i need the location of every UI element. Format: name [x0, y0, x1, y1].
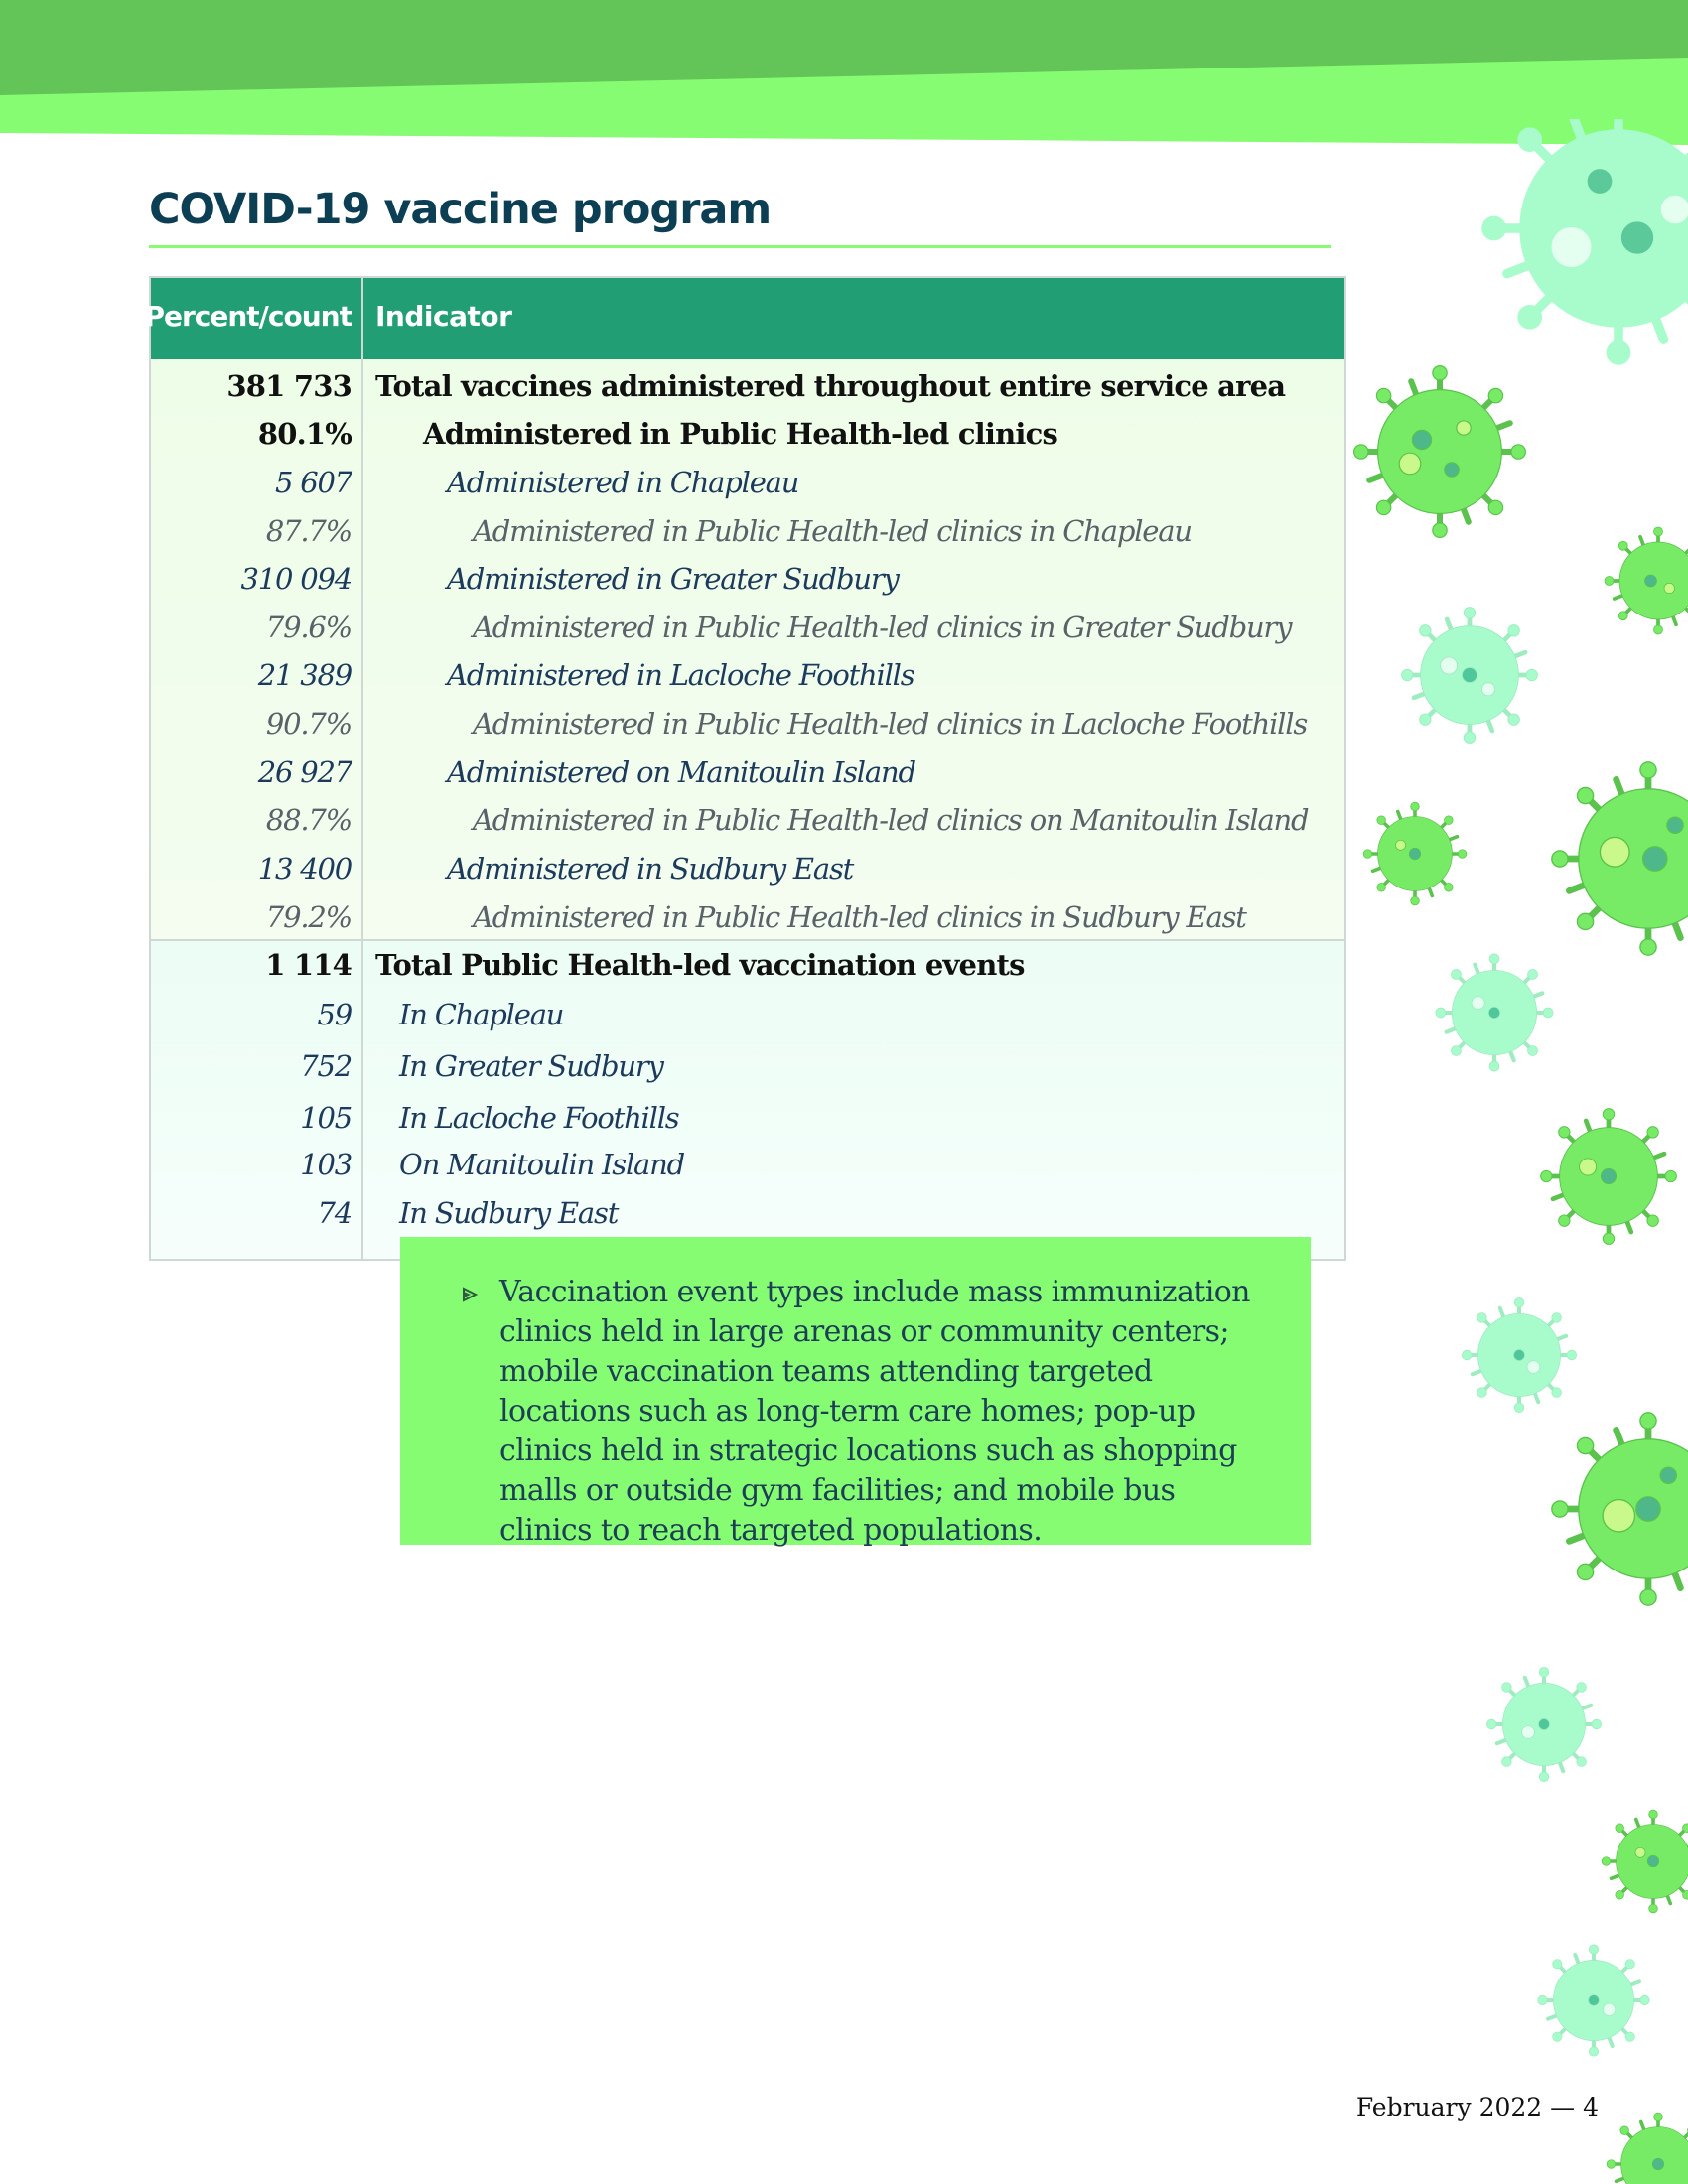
row-indicator: Administered in Lacloche Foothills — [447, 658, 914, 692]
virus-decoration — [1331, 119, 1688, 2184]
row-indicator: Administered in Greater Sudbury — [447, 562, 899, 596]
table-row — [151, 605, 1344, 652]
table-row — [151, 1190, 1344, 1238]
virus-icon — [1602, 1810, 1688, 1913]
row-indicator: Administered on Manitoulin Island — [447, 755, 915, 789]
row-value: 87.7% — [265, 514, 352, 548]
row-indicator: Administered in Public Health-led clinics in Greater Sudbury — [473, 611, 1292, 644]
row-indicator: In Chapleau — [399, 998, 564, 1031]
table-row — [151, 701, 1344, 749]
row-value: 79.2% — [265, 900, 352, 934]
virus-icon — [1462, 1297, 1576, 1412]
row-value: 90.7% — [265, 707, 352, 741]
table-row — [151, 508, 1344, 556]
row-value: 105 — [300, 1101, 352, 1135]
row-value: 103 — [300, 1148, 352, 1181]
table-row — [151, 942, 1344, 990]
virus-icon — [1605, 527, 1688, 634]
virus-icon — [1482, 119, 1688, 364]
row-indicator: Total vaccines administered throughout entire service area — [375, 369, 1286, 403]
triangle-bullet-icon — [462, 1287, 478, 1302]
row-value: 74 — [317, 1196, 352, 1230]
row-indicator: Administered in Chapleau — [447, 466, 799, 499]
row-indicator: In Sudbury East — [399, 1196, 619, 1230]
virus-icon — [1436, 954, 1553, 1071]
row-indicator: In Greater Sudbury — [399, 1049, 663, 1083]
row-value: 26 927 — [257, 755, 352, 789]
virus-icon — [1538, 1945, 1649, 2056]
row-value: 59 — [317, 998, 352, 1031]
row-value: 5 607 — [274, 466, 352, 499]
page-title: COVID-19 vaccine program — [149, 185, 772, 234]
row-indicator: Administered in Public Health-led clinics in Lacloche Foothills — [473, 707, 1308, 741]
page-footer: February 2022 — 4 — [1355, 2093, 1599, 2121]
virus-icon — [1541, 1109, 1677, 1245]
row-indicator: Administered in Public Health-led clinics in Sudbury East — [473, 900, 1246, 934]
note-box — [400, 1237, 1311, 1548]
row-value: 88.7% — [265, 803, 352, 837]
row-indicator: Administered in Public Health-led clinics in Chapleau — [473, 514, 1192, 548]
row-indicator: In Lacloche Foothills — [399, 1101, 679, 1135]
column-header-percent-count: Percent/count — [144, 300, 352, 333]
table-row — [151, 363, 1344, 411]
row-value: 752 — [300, 1049, 352, 1083]
virus-icon — [1552, 1413, 1688, 1605]
row-value: 13 400 — [257, 852, 352, 886]
virus-icon — [1354, 366, 1526, 538]
table-row — [151, 1043, 1344, 1091]
row-value: 310 094 — [240, 562, 352, 596]
virus-icon — [1402, 608, 1538, 744]
row-indicator: Total Public Health-led vaccination events — [375, 948, 1025, 982]
row-indicator: Administered in Public Health-led clinics — [423, 417, 1058, 451]
title-rule — [149, 245, 1331, 248]
row-value: 79.6% — [265, 611, 352, 644]
virus-icon — [1486, 1667, 1601, 1781]
row-indicator: On Manitoulin Island — [399, 1148, 684, 1181]
table-row — [151, 1142, 1344, 1189]
header-divider — [361, 278, 363, 359]
row-value: 1 114 — [265, 948, 352, 982]
table-row — [151, 992, 1344, 1039]
row-indicator: Administered in Sudbury East — [447, 852, 854, 886]
table-row — [151, 894, 1344, 942]
table-row — [151, 556, 1344, 604]
row-value: 80.1% — [257, 417, 352, 451]
row-indicator: Administered in Public Health-led clinics on Manitoulin Island — [473, 803, 1309, 837]
table-row — [151, 652, 1344, 700]
virus-icon — [1552, 762, 1688, 955]
row-value: 381 733 — [226, 369, 352, 403]
column-header-indicator: Indicator — [375, 300, 512, 333]
virus-icon — [1363, 802, 1467, 905]
table-row — [151, 750, 1344, 797]
table-row — [151, 846, 1344, 893]
virus-icon — [1607, 2113, 1688, 2184]
table-row — [151, 460, 1344, 507]
table-header — [144, 278, 1344, 359]
table-row — [151, 1095, 1344, 1143]
row-value: 21 389 — [257, 658, 352, 692]
table-row — [151, 411, 1344, 459]
note-text: Vaccination event types include mass immunization clinics held in large arenas or community centers; mobile vaccination teams attending targeted locations such as long-term care homes; pop-up clinics held in strategic locations such as shopping malls or outside gym facilities; and mobile bus clinics to reach targeted populations. — [499, 1275, 1250, 1548]
table-row — [151, 797, 1344, 845]
